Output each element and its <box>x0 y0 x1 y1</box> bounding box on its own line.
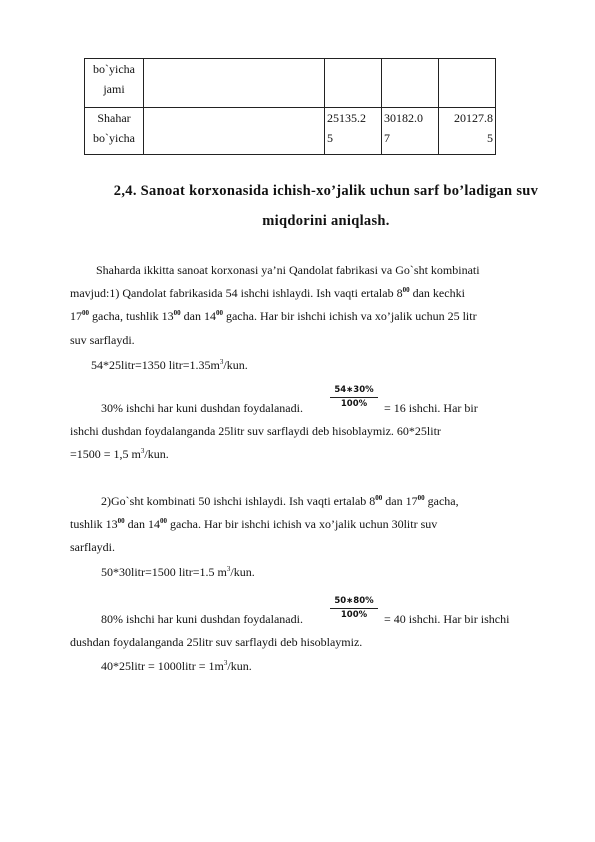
text-line: Shaharda ikkitta sanoat korxonasi ya’ni Qandolat fabrikasi va Go`sht kombinati <box>96 263 480 277</box>
text-line: dushdan foydalanganda 25litr suv sarflaydi deb hisoblaymiz. <box>70 635 363 649</box>
formula-line: 50*30litr=1500 litr=1.5 $m^3$/kun. <box>101 565 255 579</box>
text-line: = 16 ishchi. Har bir <box>384 401 478 415</box>
text-line: $17^{00}$ gacha, tushlik $13^{00}$ dan $14^{00}$ gacha. Har bir ishchi ichish va xo’jalik uchun 25 litr <box>70 309 477 323</box>
formula-line: =1500 = 1,5 $m^3$/kun. <box>70 447 169 461</box>
formula-line: 40*25litr = 1000litr = $1m^3$/kun. <box>101 659 252 673</box>
table-cell <box>144 59 325 108</box>
fraction-numerator: 50∗80% <box>334 596 374 606</box>
fraction-denominator: 100% <box>340 399 368 409</box>
text-line: suv sarflaydi. <box>70 333 135 347</box>
table-cell <box>144 108 325 155</box>
fraction-denominator: 100% <box>340 610 368 620</box>
table-cell <box>85 108 144 155</box>
table-cell <box>325 108 382 155</box>
row-label: Shahar bo`yicha <box>93 111 135 145</box>
table-row <box>85 59 496 108</box>
table-cell <box>382 108 439 155</box>
section-heading: 2,4. Sanoat korxonasida ichish-xo’jalik uchun sarf bo’ladigan suv miqdorini aniqlash. <box>113 183 539 229</box>
table-cell <box>85 59 144 108</box>
table-row <box>85 108 496 155</box>
table-cell <box>439 59 496 108</box>
fraction <box>326 384 382 410</box>
text-line: = 40 ishchi. Har bir ishchi <box>384 612 510 626</box>
text-line: 2)Go`sht kombinati 50 ishchi ishlaydi. Ish vaqti ertalab $8^{00}$ dan $17^{00}$ gacha, <box>101 494 459 508</box>
fraction <box>326 595 382 621</box>
table-cell <box>382 59 439 108</box>
text-line: 30% ishchi har kuni dushdan foydalanadi. <box>101 401 303 415</box>
text-line: tushlik $13^{00}$ dan $14^{00}$ gacha. Har bir ishchi ichish va xo’jalik uchun 30litr suv <box>70 517 438 531</box>
table-cell <box>325 59 382 108</box>
cell-value: 30182.0 7 <box>384 111 423 145</box>
water-table <box>84 58 496 155</box>
row-label: bo`yicha jami <box>93 62 135 96</box>
text-line: sarflaydi. <box>70 540 115 554</box>
cell-value: 20127.8 5 <box>454 111 493 145</box>
text-line: mavjud:1) Qandolat fabrikasida 54 ishchi ishlaydi. Ish vaqti ertalab $8^{00}$ dan kechki <box>70 286 465 300</box>
text-line: 80% ishchi har kuni dushdan foydalanadi. <box>101 612 303 626</box>
text-line: ishchi dushdan foydalanganda 25litr suv sarflaydi deb hisoblaymiz. 60*25litr <box>70 424 441 438</box>
fraction-numerator: 54∗30% <box>334 385 374 395</box>
cell-value: 25135.2 5 <box>327 111 366 145</box>
table-cell <box>439 108 496 155</box>
formula-line: 54*25litr=1350 $litr=1.35m^3$/kun. <box>91 358 248 372</box>
